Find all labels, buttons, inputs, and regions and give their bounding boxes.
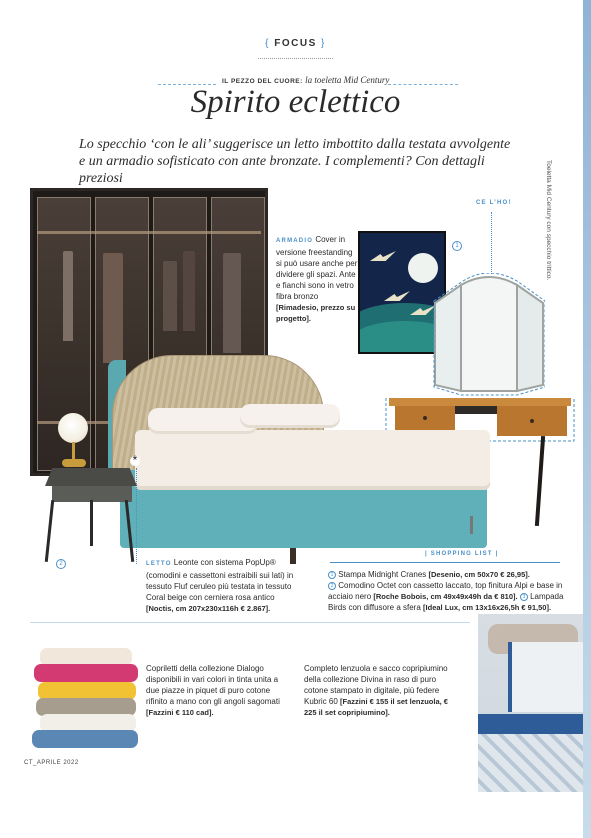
armadio-credit: [Rimadesio, prezzo su progetto]. (276, 303, 356, 323)
vanity-leg (535, 436, 545, 526)
vanity-top (389, 398, 571, 406)
shopping-item-number: 2 (328, 582, 336, 590)
kicker-italic: la toeletta Mid Century (305, 75, 390, 85)
vanity-knob (530, 419, 534, 423)
bed-pillow (240, 404, 340, 428)
ce-lho-label: CE L’HO! (476, 200, 512, 206)
page-footer: CT_APRILE 2022 (24, 760, 79, 766)
section-rule (258, 58, 333, 59)
section-label-text: FOCUS (274, 38, 317, 49)
letto-pointer (136, 468, 137, 564)
shopping-list-heading-text: SHOPPING LIST (430, 551, 493, 557)
bottom-divider (30, 622, 470, 623)
letto-text: Leonte con sistema PopUp® (comodini e cassettoni estraibili sui lati) in tessuto Fluf ceruleo più testata in tessuto Coral beige con cerniera rosa antico (146, 558, 294, 602)
nightstand-leg (45, 500, 54, 562)
callout-print: 1 (452, 241, 462, 251)
mirror-right-wing (517, 285, 543, 391)
shopping-item-credit: [Ideal Lux, cm 13x16x26,5h € 91,50]. (423, 603, 552, 612)
vanity-center-rail (455, 406, 497, 414)
letto-credit: [Noctis, cm 207x230x116h € 2.867]. (146, 604, 271, 613)
mirror-left-wing (435, 285, 461, 391)
shopping-item-text: Lampada Birds con diffusore a sfera (328, 592, 564, 612)
blankets-image (32, 648, 140, 750)
bracket-left: { (265, 38, 275, 49)
shopping-list-rule (330, 562, 560, 563)
wardrobe-shelf (37, 231, 261, 234)
shopping-list-heading: | SHOPPING LIST | (425, 551, 499, 557)
wardrobe-garment (103, 253, 123, 363)
callout-nightstand: 2 (56, 559, 66, 569)
bracket-right: } (316, 38, 326, 49)
shopping-item-text: Stampa Midnight Cranes (338, 570, 427, 579)
nightstand-leg (90, 500, 93, 546)
shopping-list (328, 569, 564, 613)
copriletti-caption (146, 663, 288, 718)
vanity-mirror-image (433, 273, 545, 403)
wardrobe-garment (63, 251, 73, 341)
armadio-text: Cover in versione freestanding si può usare anche per dividere gli spazi. Ante e fianchi sono in vetro fibra bronzo (276, 235, 358, 301)
blanket-layer (32, 730, 138, 748)
crane-shape (370, 251, 396, 261)
wardrobe-garment (163, 261, 177, 331)
bedding-image (478, 614, 583, 792)
armadio-label: ARMADIO (276, 238, 314, 244)
wardrobe-garment (223, 253, 241, 353)
completo-credit: [Fazzini € 155 il set lenzuola, € 225 il set copripiumino]. (304, 697, 448, 717)
lead-paragraph: Lo specchio ‘con le ali’ suggerisce un letto imbottito dalla testata avvolgente e un armadio sofisticato con ante bronzate. I complementi? Con dettagli preziosi (79, 137, 511, 186)
completo-caption (304, 663, 454, 718)
section-label (0, 38, 591, 49)
kicker-bold: IL PEZZO DEL CUORE: (222, 78, 303, 85)
shopping-item-text: Comodino Octet con cassetto laccato, top finitura Alpi e base in acciaio nero (328, 581, 563, 601)
blanket-layer (34, 664, 138, 682)
copriletti-text: Copriletti della collezione Dialogo disponibili in vari colori in tinta unita a due piazze in piquet di puro cotone rifinito a mano con gli angoli sagomati (146, 664, 280, 706)
letto-label: LETTO (146, 561, 172, 567)
side-caption: Toeletta Mid Century con specchio trittico. (545, 160, 552, 281)
wardrobe-garment (183, 251, 195, 331)
lamp-stem (72, 442, 75, 460)
shopping-item-number: 1 (328, 571, 336, 579)
lamp-base (62, 459, 86, 467)
bed-mattress (135, 430, 490, 490)
page-title: Spirito eclettico (190, 84, 401, 120)
shopping-item-credit: [Roche Bobois, cm 49x49x49h da € 810]. (373, 592, 518, 601)
bedding-pillowcase (508, 642, 583, 712)
nightstand-top (45, 468, 137, 486)
completo-text: Completo lenzuola e sacco copripiumino della collezione Divina in raso di puro cotone stampato in digitale, più federe Kubric 60 (304, 664, 448, 706)
bedding-band (478, 714, 583, 734)
lamp-globe (58, 413, 88, 443)
crane-shape (384, 291, 410, 301)
page-edge-strip (583, 0, 591, 838)
mirror-center (461, 277, 517, 391)
letto-caption (146, 557, 296, 614)
ce-lho-pointer (491, 212, 492, 274)
copriletti-credit: [Fazzini € 110 cad]. (146, 708, 214, 717)
armadio-caption (276, 234, 358, 324)
vanity-knob (423, 416, 427, 420)
callout-asterisk: * (130, 456, 140, 466)
shopping-item-credit: [Desenio, cm 50x70 € 26,95]. (428, 570, 530, 579)
bedding-duvet (478, 734, 583, 792)
shopping-item-number: 3 (520, 593, 528, 601)
bed-leg (470, 516, 473, 534)
